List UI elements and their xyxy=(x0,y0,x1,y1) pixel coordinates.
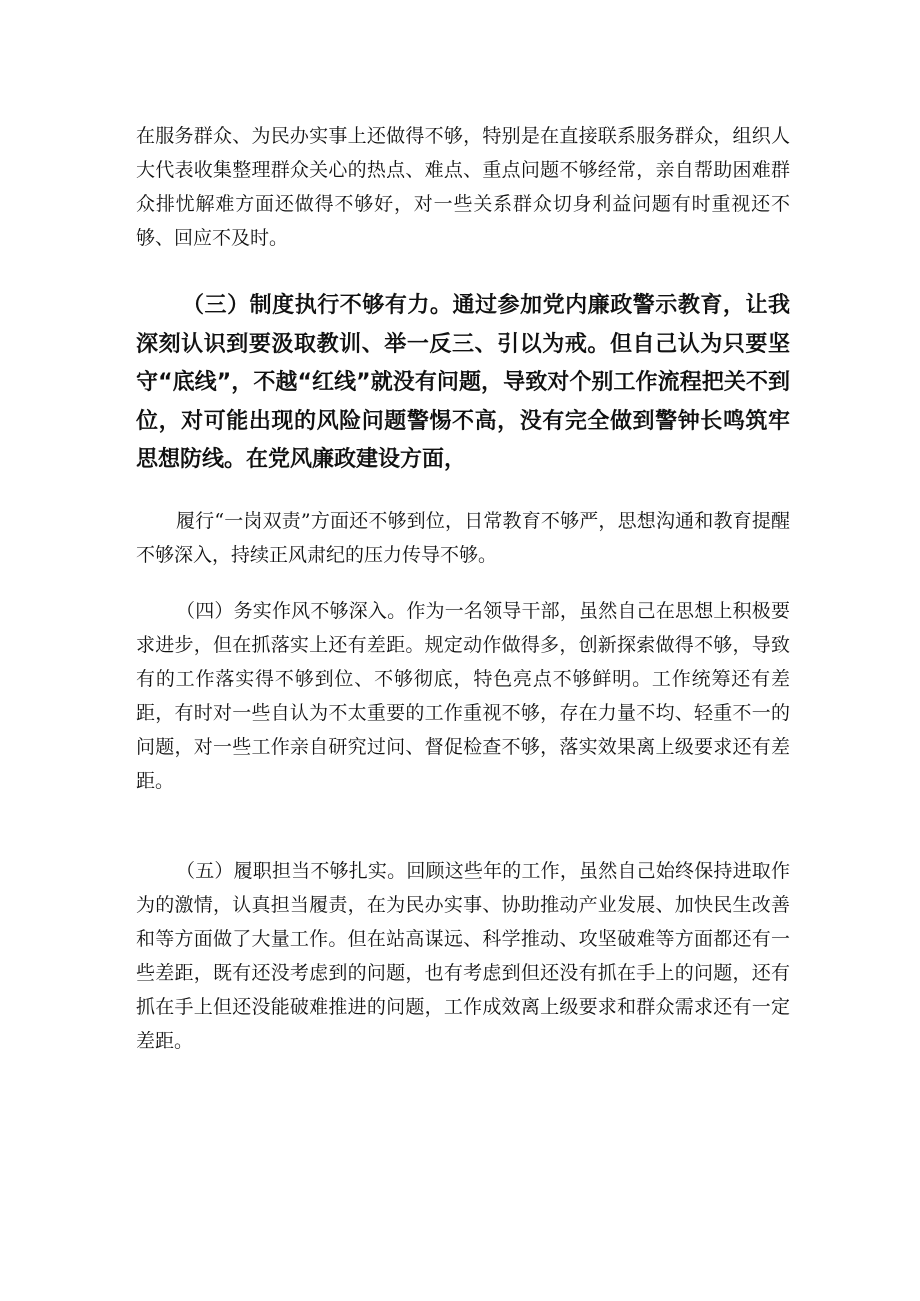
paragraph-section-4: （四）务实作风不够深入。作为一名领导干部，虽然自己在思想上积极要求进步，但在抓落实上还有差距。规定动作做得多，创新探索做得不够，导致有的工作落实得不够到位、不够彻底，特色亮点不够鲜明。工作统筹还有差距，有时对一些自认为不太重要的工作重视不够，存在力量不均、轻重不一的问题，对一些工作亲自研究过问、督促检查不够，落实效果离上级要求还有差距。 xyxy=(136,600,790,792)
paragraph-continuation: 在服务群众、为民办实事上还做得不够，特别是在直接联系服务群众，组织人大代表收集整理群众关心的热点、难点、重点问题不够经常，亲自帮助困难群众排忧解难方面还做得不够好，对一些关系群众切身利益问题有时重视还不够、回应不及时。 xyxy=(136,125,790,249)
paragraph-section-3: （三）制度执行不够有力。通过参加党内廉政警示教育，让我深刻认识到要汲取教训、举一反三、引以为戒。但自己认为只要坚守“底线”，不越“红线”就没有问题，导致对个别工作流程把关不到位，对可能出现的风险问题警惕不高，没有完全做到警钟长鸣筑牢思想防线。在党风廉政建设方面， xyxy=(136,293,790,472)
paragraph-section-5: （五）履职担当不够扎实。回顾这些年的工作，虽然自己始终保持进取作为的激情，认真担当履责，在为民办实事、协助推动产业发展、加快民生改善和等方面做了大量工作。但在站高谋远、科学推动、攻坚破难等方面都还有一些差距，既有还没考虑到的问题，也有考虑到但还没有抓在手上的问题，还有抓在手上但还没能破难推进的问题，工作成效离上级要求和群众需求还有一定差距。 xyxy=(136,860,790,1052)
paragraph-section-3-continued: 履行“一岗双责”方面还不够到位，日常教育不够严，思想沟通和教育提醒不够深入，持续正风肃纪的压力传导不够。 xyxy=(136,510,790,566)
